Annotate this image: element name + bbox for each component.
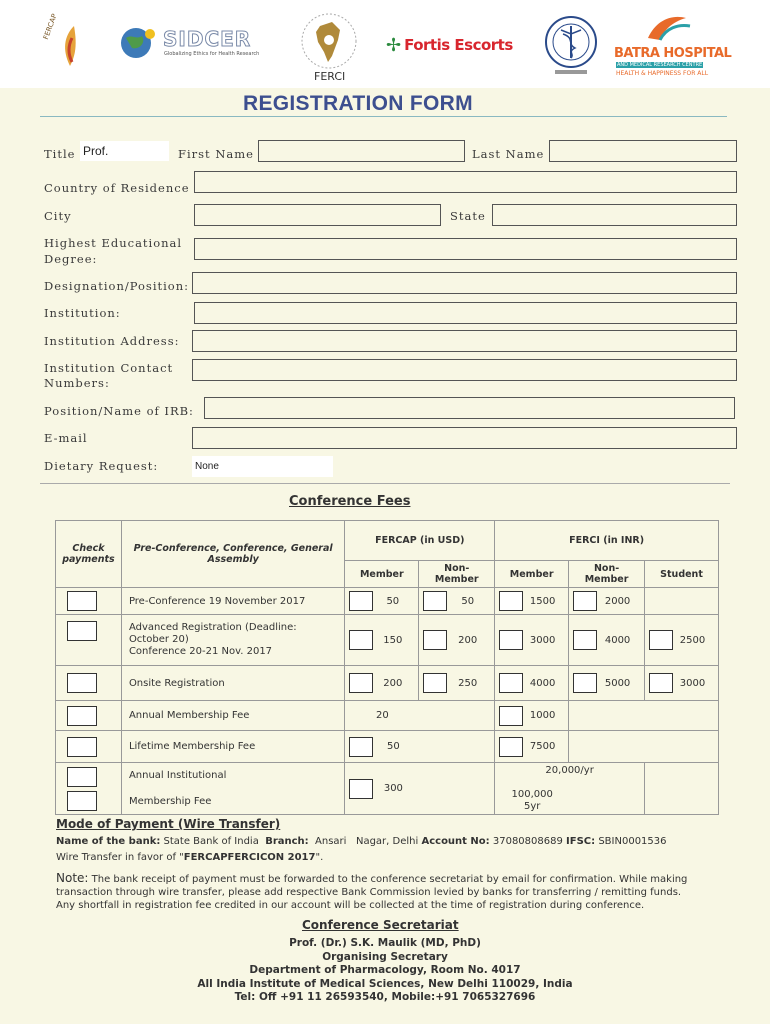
checkbox[interactable]: [349, 737, 373, 757]
secretariat-tel: Tel: Off +91 11 26593540, Mobile:+91 7065327696: [234, 991, 536, 1003]
batra-sub: AND MEDICAL RESEARCH CENTRE: [617, 62, 703, 68]
batra-hospital-logo: [612, 10, 732, 80]
payment-checkbox[interactable]: [67, 591, 97, 611]
country-field[interactable]: [194, 171, 737, 193]
degree-field[interactable]: [194, 238, 737, 260]
irb-label: Position/Name of IRB:: [44, 404, 194, 418]
checkbox[interactable]: [573, 673, 597, 693]
inst-address-field[interactable]: [192, 330, 737, 352]
checkbox[interactable]: [349, 673, 373, 693]
checkbox[interactable]: [349, 779, 373, 799]
degree-label-line1: Highest Educational: [44, 236, 183, 250]
checkbox[interactable]: [423, 591, 447, 611]
col-check-header: Check payments: [56, 521, 122, 588]
note-block: [56, 872, 736, 912]
batra-text: BATRA HOSPITAL: [614, 46, 732, 61]
last-name-label: Last Name: [472, 147, 545, 161]
row-desc: Advanced Registration (Deadline: October 20) Conference 20-21 Nov. 2017: [121, 615, 344, 666]
table-row: Lifetime Membership Fee 50 7500: [56, 731, 719, 763]
secretariat-name: Prof. (Dr.) S.K. Maulik (MD, PhD): [289, 937, 481, 949]
checkbox[interactable]: [649, 630, 673, 650]
title-field[interactable]: [80, 141, 169, 161]
aiims-logo: [535, 14, 607, 78]
fercap-member-header: Member: [345, 561, 419, 588]
fortis-icon: ✢: [386, 34, 402, 56]
first-name-field[interactable]: [258, 140, 465, 162]
section-rule: [40, 483, 730, 484]
dietary-label: Dietary Request:: [44, 459, 159, 473]
secretariat-title: Conference Secretariat: [302, 918, 459, 932]
ferci-nonmember-header: Non-Member: [569, 561, 645, 588]
payment-checkbox[interactable]: [67, 673, 97, 693]
ferci-member-header: Member: [495, 561, 569, 588]
payment-title: Mode of Payment (Wire Transfer): [56, 817, 281, 831]
inst-contact-label-line1: Institution Contact: [44, 361, 174, 375]
checkbox[interactable]: [423, 673, 447, 693]
checkbox[interactable]: [499, 737, 523, 757]
institution-field[interactable]: [194, 302, 737, 324]
payment-checkbox[interactable]: [67, 791, 97, 811]
logo-banner: [0, 0, 770, 88]
checkbox[interactable]: [349, 630, 373, 650]
account-label: Account No:: [421, 836, 490, 847]
fercap-nonmember-header: Non-Member: [419, 561, 495, 588]
checkbox[interactable]: [499, 630, 523, 650]
secretariat-block: [0, 937, 770, 1005]
fercap-logo: [42, 12, 94, 78]
fortis-text: Fortis Escorts: [404, 36, 513, 54]
email-field[interactable]: [192, 427, 737, 449]
checkbox[interactable]: [499, 591, 523, 611]
title-value: Prof.: [83, 144, 109, 158]
bank-details-line: [56, 836, 667, 847]
checkbox[interactable]: [499, 673, 523, 693]
batra-tagline: HEALTH & HAPPINESS FOR ALL: [616, 70, 709, 77]
note-line2: transaction through wire transfer, please add respective Bank Commission levied by banks for transferring / remitting funds.: [56, 887, 682, 898]
secretariat-inst: All India Institute of Medical Sciences, New Delhi 110029, India: [197, 977, 573, 990]
fortis-escorts-logo: [386, 32, 526, 58]
inst-contact-label-line2: Numbers:: [44, 376, 110, 390]
city-field[interactable]: [194, 204, 441, 226]
favor-value: FERCAPFERCICON 2017: [183, 852, 316, 863]
row-desc: Annual Membership Fee: [121, 701, 344, 731]
secretariat-dept: Department of Pharmacology, Room No. 4017: [249, 964, 521, 976]
col-desc-header: Pre-Conference, Conference, General Assembly: [121, 521, 344, 588]
row-desc: Pre-Conference 19 November 2017: [121, 588, 344, 615]
row-desc: Onsite Registration: [121, 666, 344, 701]
checkbox[interactable]: [349, 591, 373, 611]
designation-label: Designation/Position:: [44, 279, 190, 293]
note-label: Note:: [56, 871, 89, 885]
sidcer-logo: [118, 26, 268, 62]
ifsc-label: IFSC:: [566, 836, 596, 847]
branch-value: Ansari Nagar, Delhi: [315, 836, 419, 847]
bank-value: State Bank of India: [163, 836, 259, 847]
table-row: Annual Membership Fee 20 1000: [56, 701, 719, 731]
state-label: State: [450, 209, 486, 223]
bank-label: Name of the bank:: [56, 836, 161, 847]
ferci-logo: [292, 12, 366, 84]
state-field[interactable]: [492, 204, 737, 226]
table-row: Onsite Registration 200 250 4000 5000 3000: [56, 666, 719, 701]
favor-line: Wire Transfer in favor of "FERCAPFERCICON 2017".: [56, 852, 324, 863]
row-desc: Lifetime Membership Fee: [121, 731, 344, 763]
check-cell: [56, 588, 122, 615]
row-desc: Annual Institutional Membership Fee: [121, 763, 344, 815]
account-value: 37080808689: [492, 836, 563, 847]
last-name-field[interactable]: [549, 140, 737, 162]
irb-field[interactable]: [204, 397, 735, 419]
inst-address-label: Institution Address:: [44, 334, 180, 348]
secretariat-role: Organising Secretary: [322, 950, 448, 963]
country-label: Country of Residence: [44, 181, 190, 195]
designation-field[interactable]: [192, 272, 737, 294]
heading-rule: [40, 116, 727, 117]
form-heading: REGISTRATION FORM: [243, 92, 473, 115]
payment-checkbox[interactable]: [67, 737, 97, 757]
degree-label-line2: Degree:: [44, 252, 98, 266]
payment-checkbox[interactable]: [67, 767, 97, 787]
table-row: Annual Institutional Membership Fee 300 20,000/yr 100,000 5yr: [56, 763, 719, 815]
branch-label: Branch:: [265, 836, 309, 847]
inst-contact-field[interactable]: [192, 359, 737, 381]
payment-checkbox[interactable]: [67, 621, 97, 641]
note-line3: Any shortfall in registration fee credited in our account will be collected at the time of registration during conference.: [56, 900, 645, 911]
checkbox[interactable]: [499, 706, 523, 726]
table-row: Advanced Registration (Deadline: October 20) Conference 20-21 Nov. 2017 150 200 3000 4000 2500: [56, 615, 719, 666]
checkbox[interactable]: [573, 630, 597, 650]
email-label: E-mail: [44, 431, 88, 445]
ifsc-value: SBIN0001536: [598, 836, 667, 847]
note-line1: The bank receipt of payment must be forwarded to the conference secretariat by email for confirmation. While making: [91, 874, 688, 885]
checkbox[interactable]: [423, 630, 447, 650]
title-label: Title: [44, 147, 76, 161]
table-row: Pre-Conference 19 November 2017 50 50 1500 2000: [56, 588, 719, 615]
col-fercap-header: FERCAP (in USD): [345, 521, 495, 561]
checkbox[interactable]: [573, 591, 597, 611]
sidcer-text: SIDCER: [163, 27, 252, 51]
city-label: City: [44, 209, 72, 223]
first-name-label: First Name: [178, 147, 254, 161]
fees-title: Conference Fees: [289, 494, 411, 509]
col-ferci-header: FERCI (in INR): [495, 521, 719, 561]
checkbox[interactable]: [649, 673, 673, 693]
fees-table: [55, 520, 719, 815]
dietary-field[interactable]: [192, 456, 333, 477]
ferci-text: FERCI: [314, 70, 346, 83]
payment-checkbox[interactable]: [67, 706, 97, 726]
institution-label: Institution:: [44, 306, 121, 320]
ferci-student-header: Student: [645, 561, 719, 588]
fercap-text: FERCAP: [42, 12, 59, 41]
dietary-value: None: [195, 461, 219, 472]
sidcer-tagline: Globalizing Ethics for Health Research: [164, 51, 260, 57]
